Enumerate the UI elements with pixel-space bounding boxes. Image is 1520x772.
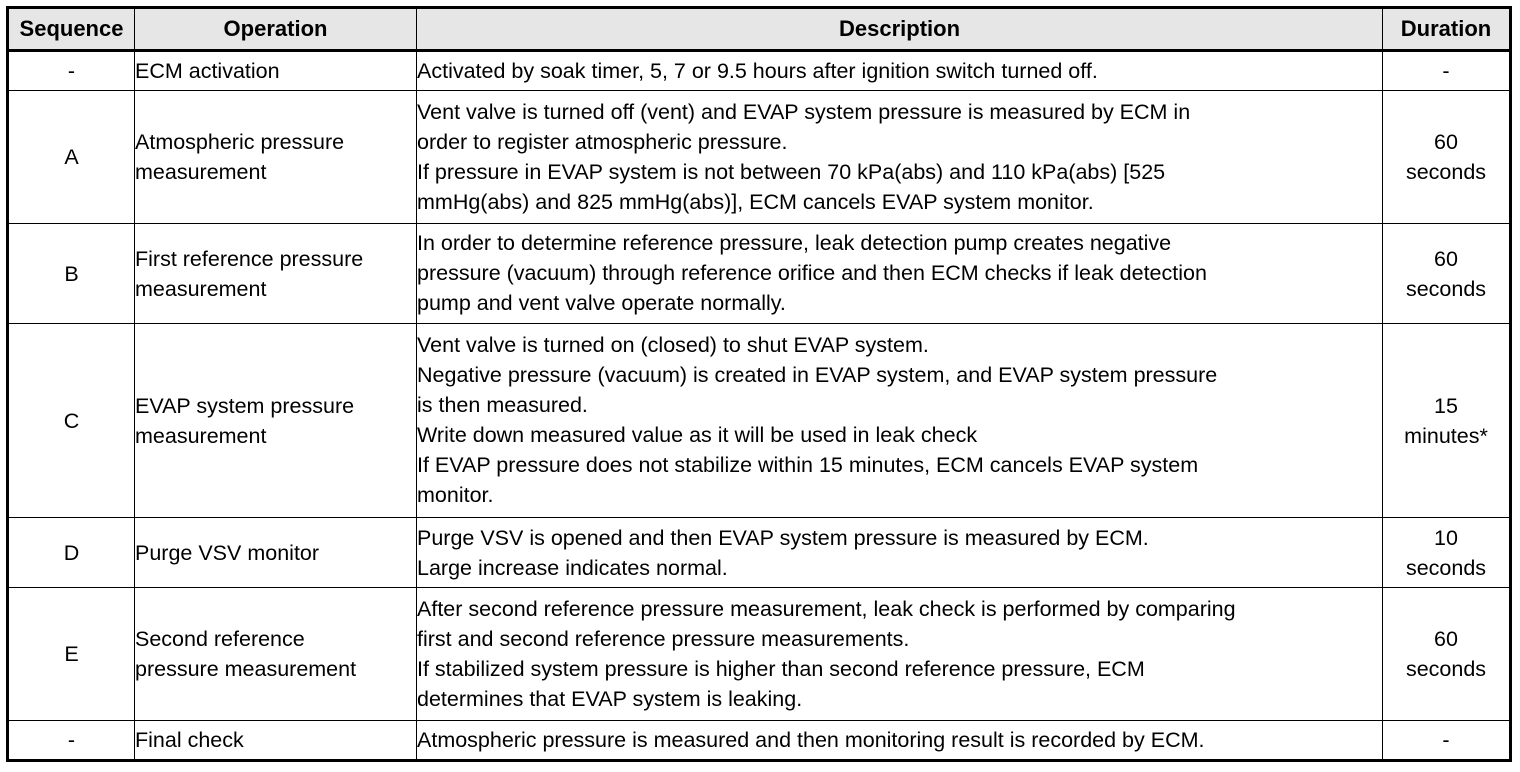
table-row: [8, 91, 1511, 224]
operation-line: ECM activation: [135, 59, 280, 83]
duration-line: seconds: [1405, 160, 1487, 184]
description-cell: [417, 721, 1383, 761]
operation-cell: [135, 518, 417, 588]
description-line: Large increase indicates normal.: [417, 555, 728, 580]
operation-line: EVAP system pressure: [135, 393, 355, 418]
table-row: [8, 224, 1511, 324]
operation-cell: [135, 721, 417, 761]
operation-line: measurement: [135, 276, 267, 301]
table-row: [8, 588, 1511, 721]
duration-line: seconds: [1405, 657, 1487, 681]
sequence-cell: D: [8, 518, 135, 588]
description-line: Atmospheric pressure is measured and then monitoring result is recorded by ECM.: [417, 728, 1205, 752]
header-duration: Duration: [1383, 8, 1511, 51]
table-row: [8, 721, 1511, 761]
description-line: If EVAP pressure does not stabilize within 15 minutes, ECM cancels EVAP system: [417, 453, 1199, 477]
sequence-cell: A: [8, 91, 135, 224]
duration-cell: [1383, 51, 1511, 91]
table-row: [8, 51, 1511, 91]
duration-line: seconds: [1405, 276, 1487, 301]
operation-line: measurement: [135, 160, 267, 184]
description-line: In order to determine reference pressure, leak detection pump creates negative: [417, 231, 1172, 255]
operation-cell: [135, 324, 417, 518]
description-line: Write down measured value as it will be used in leak check: [417, 423, 978, 447]
header-row: [8, 8, 1511, 51]
table-row: [8, 518, 1511, 588]
description-line: Activated by soak timer, 5, 7 or 9.5 hours after ignition switch turned off.: [417, 59, 1098, 83]
description-line: Vent valve is turned on (closed) to shut EVAP system.: [417, 333, 929, 357]
operation-line: Final check: [135, 728, 244, 752]
description-line: After second reference pressure measurement, leak check is performed by comparing: [417, 596, 1236, 621]
description-line: Negative pressure (vacuum) is created in EVAP system, and EVAP system pressure: [417, 363, 1218, 387]
description-line: Purge VSV is opened and then EVAP system pressure is measured by ECM.: [417, 525, 1149, 550]
description-line: If pressure in EVAP system is not between 70 kPa(abs) and 110 kPa(abs) [525: [417, 159, 1166, 184]
description-cell: [417, 224, 1383, 324]
sequence-cell: E: [8, 588, 135, 721]
operation-line: measurement: [135, 423, 267, 448]
description-line: pump and vent valve operate normally.: [417, 291, 786, 315]
description-line: is then measured.: [417, 393, 588, 417]
operation-cell: [135, 224, 417, 324]
description-line: pressure (vacuum) through reference orifice and then ECM checks if leak detection: [417, 261, 1207, 285]
duration-line: 60: [1434, 130, 1458, 154]
duration-line: 10: [1434, 525, 1458, 550]
duration-cell: [1383, 721, 1511, 761]
description-line: monitor.: [417, 483, 494, 507]
duration-cell: [1383, 224, 1511, 324]
duration-line: -: [1442, 728, 1450, 752]
description-cell: [417, 588, 1383, 721]
operation-line: Purge VSV monitor: [135, 540, 320, 565]
operation-cell: [135, 51, 417, 91]
operation-line: Second reference: [135, 627, 305, 651]
description-cell: [417, 518, 1383, 588]
operation-line: pressure measurement: [135, 657, 357, 681]
description-line: If stabilized system pressure is higher than second reference pressure, ECM: [417, 656, 1145, 681]
duration-line: -: [1442, 59, 1450, 83]
sequence-cell: B: [8, 224, 135, 324]
header-operation: Operation: [135, 8, 417, 51]
header-description: Description: [417, 8, 1383, 51]
description-line: determines that EVAP system is leaking.: [417, 686, 803, 711]
duration-cell: [1383, 518, 1511, 588]
table-row: [8, 324, 1511, 518]
description-cell: [417, 91, 1383, 224]
operation-cell: [135, 91, 417, 224]
description-cell: [417, 324, 1383, 518]
duration-line: seconds: [1405, 555, 1487, 580]
operation-line: Atmospheric pressure: [135, 130, 345, 154]
duration-line: minutes*: [1404, 423, 1488, 448]
description-line: Vent valve is turned off (vent) and EVAP system pressure is measured by ECM in: [417, 99, 1191, 124]
description-line: order to register atmospheric pressure.: [417, 129, 788, 154]
duration-cell: [1383, 588, 1511, 721]
header-sequence: Sequence: [8, 8, 135, 51]
description-cell: [417, 51, 1383, 91]
description-line: mmHg(abs) and 825 mmHg(abs)], ECM cancels EVAP system monitor.: [417, 189, 1094, 214]
evap-monitor-sequence-table: [6, 6, 1512, 762]
sequence-cell: -: [8, 721, 135, 761]
sequence-cell: -: [8, 51, 135, 91]
duration-line: 60: [1434, 246, 1458, 271]
duration-line: 60: [1434, 627, 1458, 651]
duration-line: 15: [1434, 393, 1458, 418]
operation-line: First reference pressure: [135, 246, 364, 271]
operation-cell: [135, 588, 417, 721]
duration-cell: [1383, 324, 1511, 518]
duration-cell: [1383, 91, 1511, 224]
sequence-cell: C: [8, 324, 135, 518]
description-line: first and second reference pressure measurements.: [417, 626, 910, 651]
